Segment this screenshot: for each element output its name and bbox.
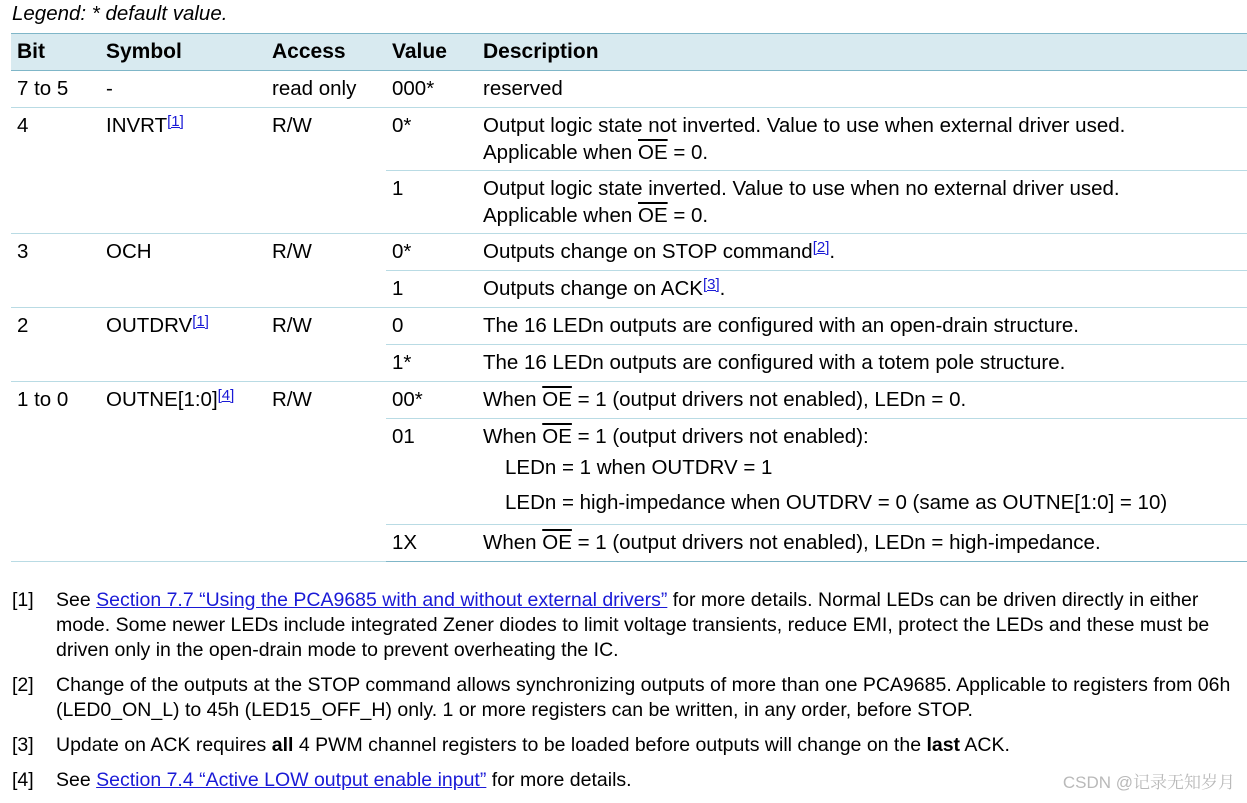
footnote-text-part: 4 PWM channel registers to be loaded before outputs will change on the (293, 734, 927, 756)
cell-description (477, 419, 1247, 525)
cell-value: 01 (386, 419, 477, 525)
desc-text: Applicable when (483, 204, 638, 227)
cell-description: The 16 LEDn outputs are configured with an open-drain structure. (477, 308, 1247, 345)
footnote-2 (12, 673, 1242, 723)
cell-value: 0* (386, 108, 477, 171)
cell-symbol: - (100, 71, 266, 108)
footnotes (12, 588, 1242, 803)
section-7-4-link[interactable]: Section 7.4 “Active LOW output enable input” (96, 769, 487, 791)
desc-text: Outputs change on ACK (483, 277, 703, 300)
desc-line (483, 202, 1247, 229)
register-table (11, 33, 1247, 562)
oe-signal: $\overline{OE}$ (542, 388, 572, 411)
table-header-row (11, 34, 1247, 71)
footnote-text-part: for more details. Normal LEDs can be driven directly in either mode. Some newer LEDs include integrated Zener diodes to limit voltage transients, reduce EMI, protect the LEDs and these must be driven only in the open-drain mode to prevent overheating the IC. (56, 589, 1210, 661)
legend: Legend: * default value. (12, 2, 228, 25)
header-access: Access (266, 34, 386, 71)
header-value: Value (386, 34, 477, 71)
cell-bit: 1 to 0 (11, 382, 100, 562)
footnote-ref-3[interactable]: [3] (702, 276, 720, 293)
watermark: CSDN @记录无知岁月 (1062, 773, 1235, 792)
symbol-text: OUTNE[1:0] (106, 388, 218, 411)
footnote-1 (12, 588, 1242, 663)
cell-value: 00* (386, 382, 477, 419)
cell-value: 000* (386, 71, 477, 108)
cell-description (477, 382, 1247, 419)
footnote-4 (12, 768, 1242, 793)
footnote-text (56, 588, 1242, 663)
desc-text: Outputs change on STOP command (483, 240, 813, 263)
cell-description (477, 171, 1247, 234)
desc-line: Output logic state not inverted. Value to use when external driver used. (483, 114, 1126, 137)
desc-text: = 1 (output drivers not enabled), LEDn = 0. (571, 388, 967, 411)
desc-text: = 1 (output drivers not enabled): (571, 425, 869, 448)
cell-access: R/W (266, 308, 386, 382)
footnote-text-part: See (56, 769, 97, 791)
cell-access: R/W (266, 382, 386, 562)
cell-access: read only (266, 71, 386, 108)
desc-subline: LEDn = high-impedance when OUTDRV = 0 (same as OUTNE[1:0] = 10) (505, 491, 1168, 514)
footnote-text: Change of the outputs at the STOP command allows synchronizing outputs of more than one PCA9685. Applicable to registers from 06h (LED0_ON_L) to 45h (LED15_OFF_H) only. 1 or more registers can be written, in any order, before STOP. (56, 674, 1231, 721)
cell-description (477, 108, 1247, 171)
cell-value: 1 (386, 171, 477, 234)
cell-bit: 7 to 5 (11, 71, 100, 108)
desc-text: . (829, 240, 836, 263)
cell-bit: 3 (11, 234, 100, 308)
header-description: Description (477, 34, 1247, 71)
table-row (11, 71, 1247, 108)
desc-line (483, 139, 1247, 166)
cell-description: The 16 LEDn outputs are configured with a totem pole structure. (477, 345, 1247, 382)
table-row (11, 308, 1247, 345)
footnote-text-part: for more details. (486, 769, 632, 791)
cell-value: 1* (386, 345, 477, 382)
cell-symbol (100, 308, 266, 382)
desc-subline: LEDn = 1 when OUTDRV = 1 (505, 456, 773, 479)
desc-text: . (719, 277, 726, 300)
desc-line (483, 423, 1247, 450)
desc-line: Output logic state inverted. Value to use when no external driver used. (483, 177, 1120, 200)
desc-text: When (483, 531, 543, 554)
cell-description (477, 234, 1247, 271)
cell-description (477, 271, 1247, 308)
cell-bit: 4 (11, 108, 100, 234)
oe-signal: $\overline{OE}$ (638, 141, 668, 164)
header-symbol: Symbol (100, 34, 266, 71)
desc-text: = 0. (667, 141, 709, 164)
cell-bit: 2 (11, 308, 100, 382)
footnote-ref-2[interactable]: [2] (812, 239, 830, 256)
cell-symbol: OCH (100, 234, 266, 308)
footnote-number: [2] (12, 674, 34, 696)
footnote-text-part: See (56, 589, 97, 611)
table-row (11, 108, 1247, 171)
desc-text: = 1 (output drivers not enabled), LEDn = high-impedance. (571, 531, 1101, 554)
oe-signal: $\overline{OE}$ (542, 531, 572, 554)
cell-access: R/W (266, 234, 386, 308)
cell-description: reserved (477, 71, 1247, 108)
symbol-text: OUTDRV (106, 314, 193, 337)
cell-description (477, 525, 1247, 562)
section-7-7-link[interactable]: Section 7.7 “Using the PCA9685 with and without external drivers” (96, 589, 668, 611)
desc-text: When (483, 425, 543, 448)
cell-value: 0* (386, 234, 477, 271)
cell-symbol (100, 108, 266, 234)
table-row (11, 234, 1247, 271)
desc-text: When (483, 388, 543, 411)
footnote-text-part: Update on ACK requires (56, 734, 272, 756)
desc-text: Applicable when (483, 141, 638, 164)
table-row (11, 382, 1247, 419)
symbol-text: INVRT (106, 114, 168, 137)
header-bit: Bit (11, 34, 100, 71)
desc-text: = 0. (667, 204, 709, 227)
emphasis-all: all (271, 734, 294, 756)
footnote-number: [4] (12, 769, 34, 791)
footnote-ref-1[interactable]: [1] (167, 113, 184, 130)
footnote-ref-1[interactable]: [1] (192, 313, 209, 330)
footnote-ref-4[interactable]: [4] (217, 387, 235, 404)
footnote-3 (12, 733, 1242, 758)
cell-access: R/W (266, 108, 386, 234)
footnote-text-part: ACK. (960, 734, 1010, 756)
footnote-number: [1] (12, 589, 34, 611)
emphasis-last: last (926, 734, 961, 756)
footnote-number: [3] (12, 734, 34, 756)
oe-signal: $\overline{OE}$ (542, 425, 572, 448)
cell-value: 1 (386, 271, 477, 308)
cell-value: 0 (386, 308, 477, 345)
footnote-text (56, 733, 1242, 758)
cell-value: 1X (386, 525, 477, 562)
oe-signal: $\overline{OE}$ (638, 204, 668, 227)
cell-symbol (100, 382, 266, 562)
